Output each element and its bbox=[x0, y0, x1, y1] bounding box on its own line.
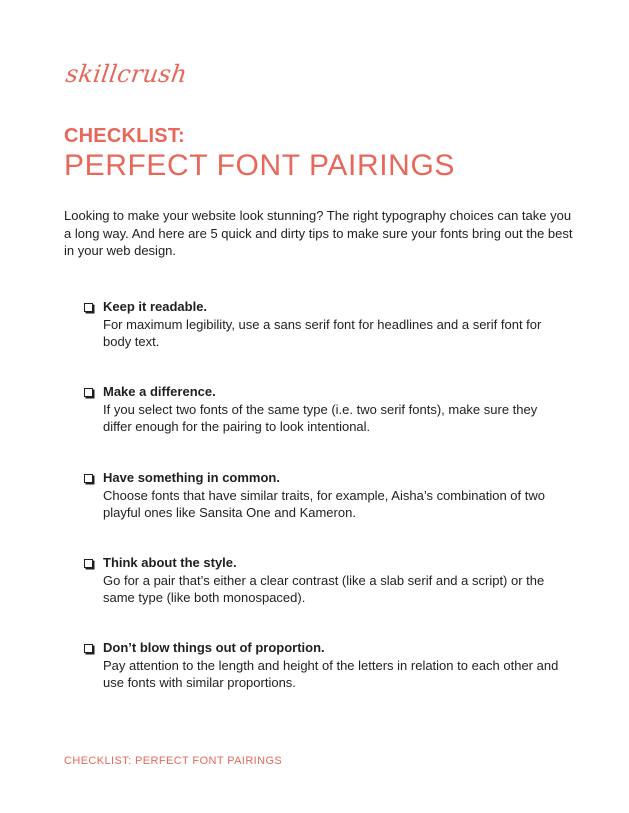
page-title: PERFECT FONT PAIRINGS bbox=[64, 149, 455, 182]
skillcrush-logo: skillcrush bbox=[64, 60, 189, 88]
checklist-item bbox=[84, 383, 564, 436]
checklist-item-title: Keep it readable. bbox=[103, 299, 208, 314]
checklist-item-title: Think about the style. bbox=[103, 555, 237, 570]
checklist-item-body: Pay attention to the length and height of the letters in relation to each other and use fonts with similar proportions. bbox=[103, 657, 559, 690]
checklist-item bbox=[84, 639, 564, 692]
checklist-item-body: If you select two fonts of the same type (i.e. two serif fonts), make sure they differ enough for the pairing to look intentional. bbox=[103, 401, 538, 434]
checkbox-icon bbox=[84, 303, 93, 312]
checklist-item-title: Make a difference. bbox=[103, 384, 216, 399]
checkbox-icon bbox=[84, 559, 93, 568]
checklist-item-body: Choose fonts that have similar traits, for example, Aisha’s combination of two playful ones like Sansita One and Kameron. bbox=[103, 487, 545, 520]
checkbox-icon bbox=[84, 388, 93, 397]
checklist-kicker: CHECKLIST: bbox=[64, 125, 185, 147]
checklist-item bbox=[84, 298, 564, 351]
checklist-item bbox=[84, 554, 564, 607]
checklist-item bbox=[84, 469, 564, 522]
checkbox-icon bbox=[84, 644, 93, 653]
checkbox-icon bbox=[84, 474, 93, 483]
checklist-item-body: Go for a pair that’s either a clear contrast (like a slab serif and a script) or the same type (like both monospaced). bbox=[103, 572, 545, 605]
page-footer: CHECKLIST: PERFECT FONT PAIRINGS bbox=[64, 755, 283, 767]
intro-paragraph: Looking to make your website look stunning? The right typography choices can take you a long way. And here are 5 quick and dirty tips to make sure your fonts bring out the best in your web design. bbox=[64, 208, 573, 258]
checklist-item-title: Have something in common. bbox=[103, 470, 280, 485]
checklist-item-title: Don’t blow things out of proportion. bbox=[103, 640, 325, 655]
checklist-item-body: For maximum legibility, use a sans serif font for headlines and a serif font for body text. bbox=[103, 316, 542, 349]
